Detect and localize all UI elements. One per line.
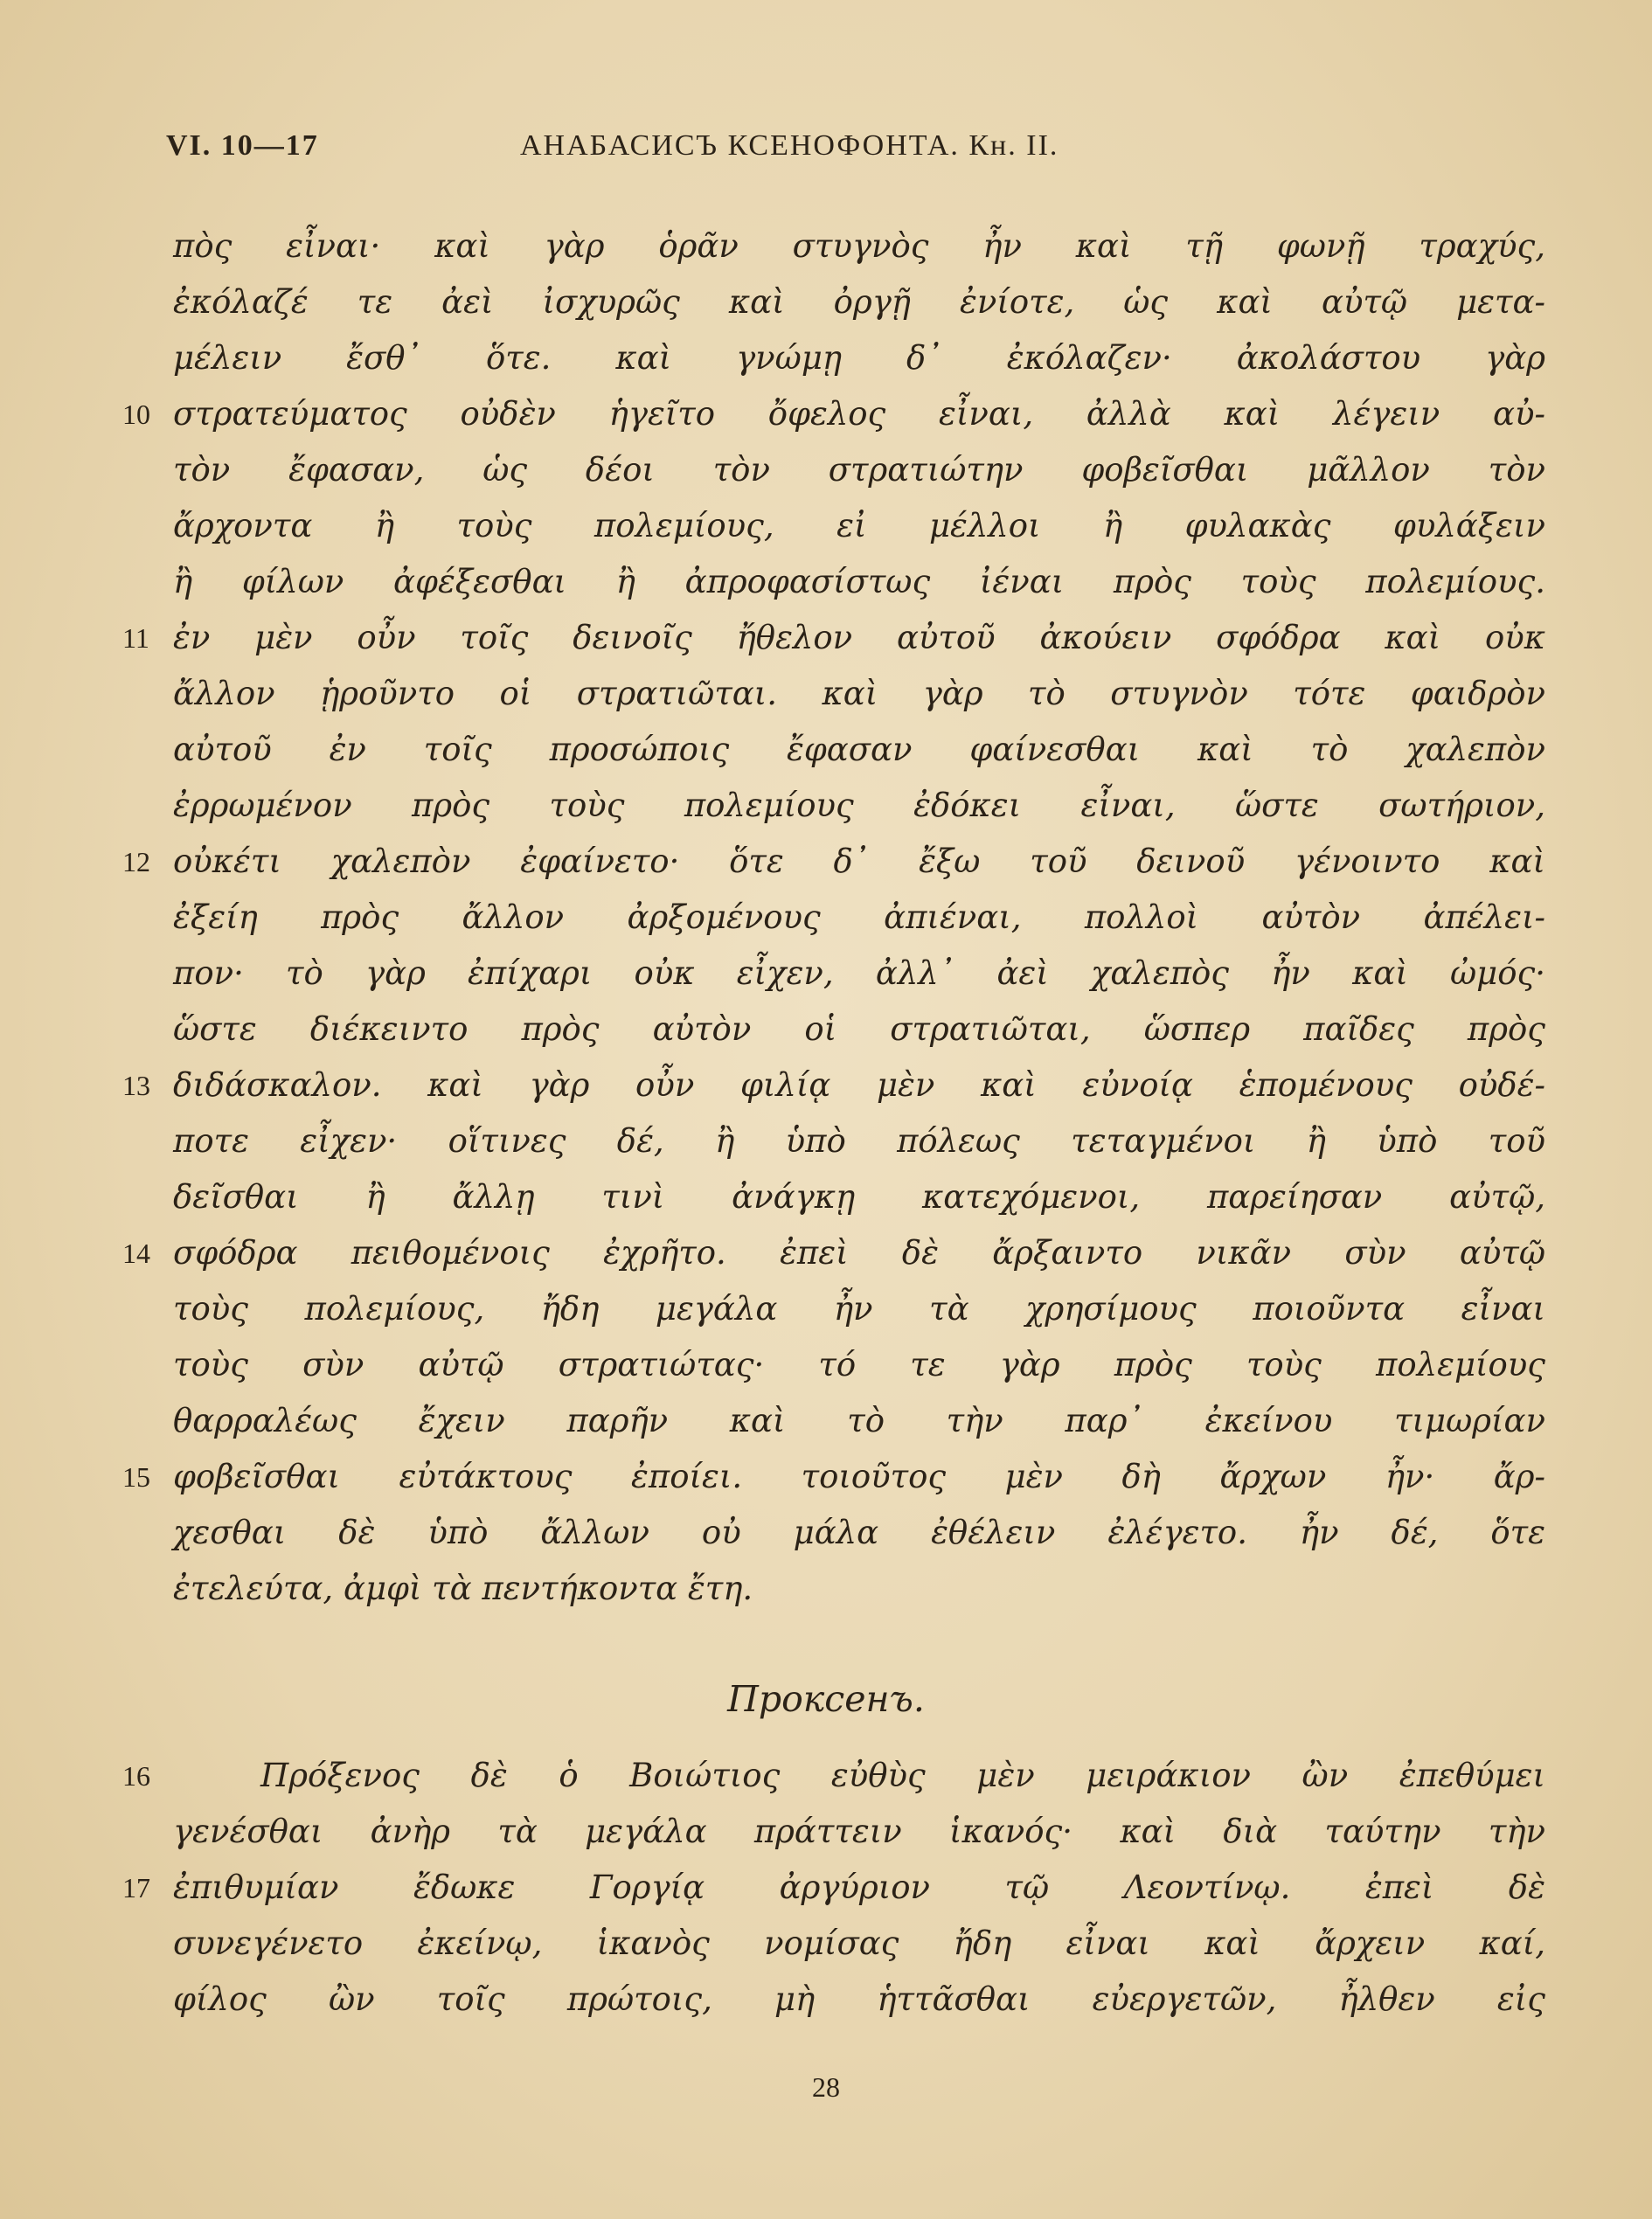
text-line: θαρραλέως ἔχειν παρῆν καὶ τὸ τὴν παρ᾽ ἐκείνου τιμωρίαν bbox=[173, 1402, 1545, 1439]
text-line: ὥστε διέκειντο πρὸς αὐτὸν οἱ στρατιῶται, ὥσπερ παῖδες πρὸς bbox=[173, 1010, 1545, 1048]
text-line: ἐρρωμένον πρὸς τοὺς πολεμίους ἐδόκει εἶναι, ὥστε σωτήριον, bbox=[173, 787, 1545, 824]
text-line: τὸν ἔφασαν, ὡς δέοι τὸν στρατιώτην φοβεῖσθαι μᾶλλον τὸν bbox=[173, 451, 1545, 489]
text-line: μέλειν ἔσθ᾽ ὅτε. καὶ γνώμῃ δ᾽ ἐκόλαζεν· ἀκολάστου γὰρ bbox=[173, 339, 1545, 377]
line-number: 16 bbox=[122, 1760, 150, 1792]
book-title: АНАБАСИСЪ КСЕНОФОНТА. Кн. II. bbox=[520, 129, 1059, 162]
running-header bbox=[166, 129, 1565, 173]
page-number: 28 bbox=[812, 2071, 840, 2103]
text-line: συνεγένετο ἐκείνῳ, ἱκανὸς νομίσας ἤδη εἶναι καὶ ἄρχειν καί, bbox=[173, 1924, 1545, 1962]
line-number: 13 bbox=[122, 1070, 150, 1101]
text-line: ἐξείη πρὸς ἄλλον ἀρξομένους ἀπιέναι, πολλοὶ αὐτὸν ἀπέλει- bbox=[173, 898, 1545, 936]
text-line: χεσθαι δὲ ὑπὸ ἄλλων οὐ μάλα ἐθέλειν ἐλέγετο. ἦν δέ, ὅτε bbox=[173, 1514, 1545, 1551]
section-heading: Проксенъ. bbox=[727, 1678, 925, 1720]
text-line: σφόδρα πειθομένοις ἐχρῆτο. ἐπεὶ δὲ ἄρξαιντο νικᾶν σὺν αὐτῷ bbox=[173, 1234, 1545, 1272]
line-number: 15 bbox=[122, 1461, 150, 1493]
line-number: 17 bbox=[122, 1872, 150, 1903]
text-line: Πρόξενος δὲ ὁ Βοιώτιος εὐθὺς μὲν μειράκιον ὢν ἐπεθύμει bbox=[260, 1757, 1545, 1794]
text-line: ἄλλον ᾑροῦντο οἱ στρατιῶται. καὶ γὰρ τὸ στυγνὸν τότε φαιδρὸν bbox=[173, 675, 1545, 712]
text-line: ἢ φίλων ἀφέξεσθαι ἢ ἀπροφασίστως ἰέναι πρὸς τοὺς πολεμίους. bbox=[173, 563, 1545, 600]
line-number: 12 bbox=[122, 846, 150, 877]
text-line: πὸς εἶναι· καὶ γὰρ ὁρᾶν στυγνὸς ἦν καὶ τῇ φωνῇ τραχύς, bbox=[173, 227, 1545, 265]
text-line: ἐν μὲν οὖν τοῖς δεινοῖς ἤθελον αὐτοῦ ἀκούειν σφόδρα καὶ οὐκ bbox=[173, 619, 1545, 656]
text-line: ποτε εἶχεν· οἵτινες δέ, ἢ ὑπὸ πόλεως τεταγμένοι ἢ ὑπὸ τοῦ bbox=[173, 1122, 1545, 1160]
text-line: φίλος ὢν τοῖς πρώτοις, μὴ ἡττᾶσθαι εὐεργετῶν, ἦλθεν εἰς bbox=[173, 1980, 1545, 2018]
text-line: γενέσθαι ἀνὴρ τὰ μεγάλα πράττειν ἱκανός· καὶ διὰ ταύτην τὴν bbox=[173, 1813, 1545, 1850]
text-line: πον· τὸ γὰρ ἐπίχαρι οὐκ εἶχεν, ἀλλ᾽ ἀεὶ χαλεπὸς ἦν καὶ ὠμός· bbox=[173, 954, 1545, 992]
text-line: τοὺς σὺν αὐτῷ στρατιώτας· τό τε γὰρ πρὸς τοὺς πολεμίους bbox=[173, 1346, 1545, 1383]
text-line: τοὺς πολεμίους, ἤδη μεγάλα ἦν τὰ χρησίμους ποιοῦντα εἶναι bbox=[173, 1290, 1545, 1328]
line-number: 10 bbox=[122, 399, 150, 430]
text-line: διδάσκαλον. καὶ γὰρ οὖν φιλίᾳ μὲν καὶ εὐνοίᾳ ἑπομένους οὐδέ- bbox=[173, 1066, 1545, 1104]
text-line: στρατεύματος οὐδὲν ἡγεῖτο ὄφελος εἶναι, ἀλλὰ καὶ λέγειν αὐ- bbox=[173, 395, 1545, 433]
text-line: ἐτελεύτα, ἀμφὶ τὰ πεντήκοντα ἔτη. bbox=[173, 1570, 753, 1607]
text-line: ἐπιθυμίαν ἔδωκε Γοργίᾳ ἀργύριον τῷ Λεοντίνῳ. ἐπεὶ δὲ bbox=[173, 1869, 1545, 1906]
line-number: 14 bbox=[122, 1238, 150, 1269]
text-line: αὐτοῦ ἐν τοῖς προσώποις ἔφασαν φαίνεσθαι καὶ τὸ χαλεπὸν bbox=[173, 731, 1545, 768]
text-line: ἐκόλαζέ τε ἀεὶ ἰσχυρῶς καὶ ὀργῇ ἐνίοτε, ὡς καὶ αὐτῷ μετα- bbox=[173, 283, 1545, 321]
text-line: φοβεῖσθαι εὐτάκτους ἐποίει. τοιοῦτος μὲν δὴ ἄρχων ἦν· ἄρ- bbox=[173, 1458, 1545, 1495]
text-line: ἄρχοντα ἢ τοὺς πολεμίους, εἰ μέλλοι ἢ φυλακὰς φυλάξειν bbox=[173, 507, 1545, 544]
line-number: 11 bbox=[122, 622, 149, 654]
text-line: δεῖσθαι ἢ ἄλλῃ τινὶ ἀνάγκῃ κατεχόμενοι, παρείησαν αὐτῷ, bbox=[173, 1178, 1545, 1216]
section-range: VI. 10—17 bbox=[166, 129, 319, 162]
text-line: οὐκέτι χαλεπὸν ἐφαίνετο· ὅτε δ᾽ ἔξω τοῦ δεινοῦ γένοιντο καὶ bbox=[173, 843, 1545, 880]
